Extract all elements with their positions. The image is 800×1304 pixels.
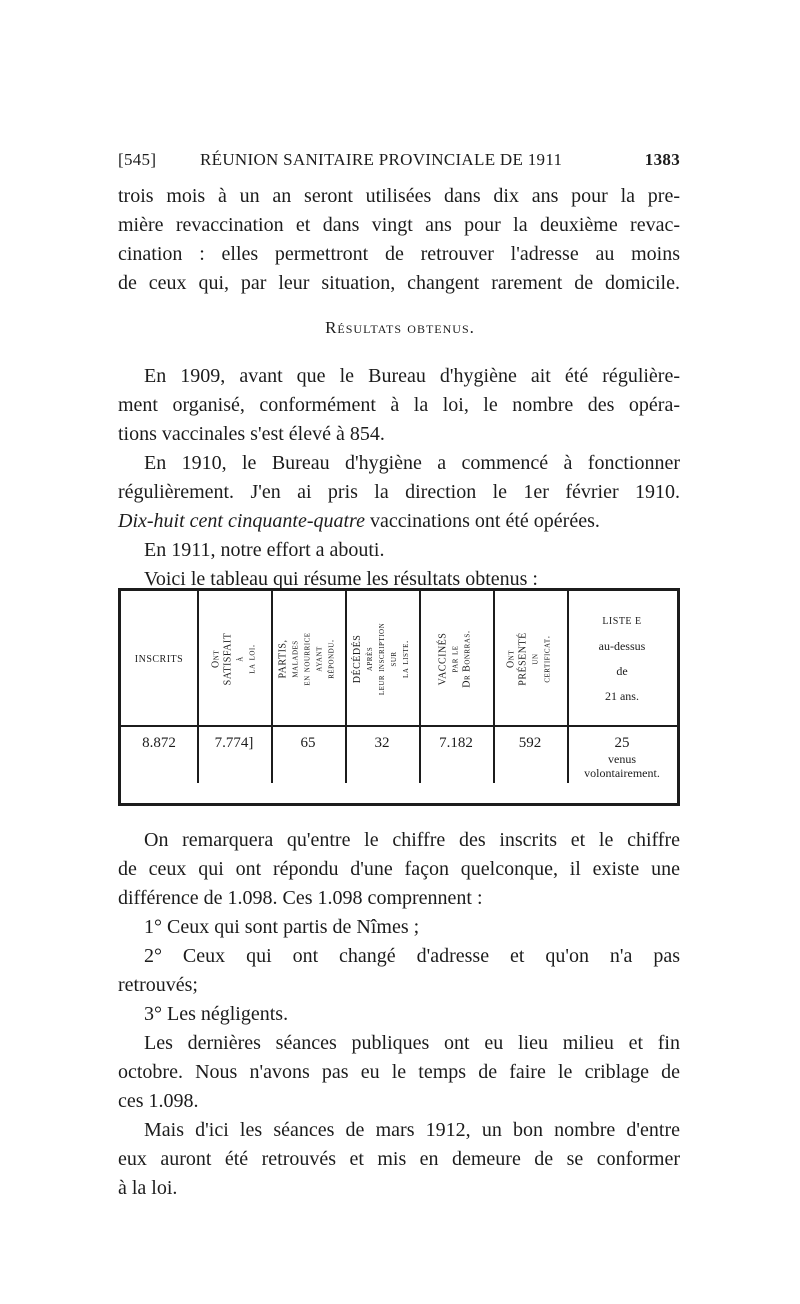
table-header-rule xyxy=(121,725,677,727)
header-text xyxy=(506,632,554,685)
text-line xyxy=(118,507,680,536)
text-line: Voici le tableau qui résume les résultats obtenus : xyxy=(144,568,538,590)
running-title: RÉUNION SANITAIRE PROVINCIALE DE 1911 xyxy=(200,150,563,169)
header-line: DÉCÉDÉS xyxy=(352,634,363,684)
results-table xyxy=(118,588,680,806)
header-line: à xyxy=(234,656,245,662)
intro-paragraph xyxy=(118,182,680,298)
text-line: mière revaccination et dans vingt ans pour la deuxième revac- xyxy=(118,214,680,236)
text-line: En 1911, notre effort a abouti. xyxy=(144,539,385,561)
text-line: à la loi. xyxy=(118,1177,178,1199)
value-liste-e xyxy=(567,735,677,780)
header-line: VACCINÉS xyxy=(438,632,449,686)
text-line: On remarquera qu'entre le chiffre des inscrits et le chiffre xyxy=(144,829,680,851)
header-text xyxy=(352,623,412,695)
section-heading-text: Résultats obtenus. xyxy=(325,318,475,337)
text-line: octobre. Nous n'avons pas eu le temps de faire le criblage de xyxy=(118,1061,680,1083)
text-line: En 1909, avant que le Bureau d'hygiène ait été régulière- xyxy=(144,365,680,387)
header-line: ayant xyxy=(314,646,325,672)
text-line: eux auront été retrouvés et mis en demeure de se conformer xyxy=(118,1148,680,1170)
value-vaccines: 7.182 xyxy=(439,735,473,751)
header-satisfait xyxy=(197,599,271,719)
text-line: ment organisé, conformément à la loi, le nombre des opéra- xyxy=(118,394,680,416)
header-line: PARTIS, xyxy=(278,639,289,679)
header-text xyxy=(278,632,338,685)
italic-phrase: Dix-huit cent cinquante-quatre xyxy=(118,510,365,532)
conclusion-text xyxy=(118,826,680,1203)
header-line: après xyxy=(364,646,375,672)
value-line: 25 xyxy=(614,735,630,751)
text-line: Les dernières séances publiques ont eu lieu milieu et fin xyxy=(144,1032,680,1054)
header-line: Ont xyxy=(210,649,221,669)
header-line: au-dessus xyxy=(598,639,646,653)
header-line: de xyxy=(616,664,628,678)
text-line: de ceux qui ont répondu d'une façon quelconque, il existe une xyxy=(118,858,680,880)
header-line: en nourrice xyxy=(302,632,313,686)
list-item: 2° Ceux qui ont changé d'adresse et qu'on n'a pas xyxy=(144,945,680,967)
header-certificat xyxy=(493,599,567,719)
header-line: certificat. xyxy=(541,635,553,683)
header-text: INSCRITS xyxy=(134,653,184,665)
header-text xyxy=(599,609,646,709)
value-inscrits: 8.872 xyxy=(142,735,176,751)
value-satisfait: 7.774] xyxy=(214,735,254,751)
header-vaccines xyxy=(419,599,493,719)
text-line: Mais d'ici les séances de mars 1912, un bon nombre d'entre xyxy=(144,1119,680,1141)
text-line: différence de 1.098. Ces 1.098 comprennent : xyxy=(118,887,483,909)
text-line: de ceux qui, par leur situation, changent rarement de domicile. xyxy=(118,272,680,294)
results-text xyxy=(118,362,680,594)
header-line: LISTE E xyxy=(602,616,642,627)
text-line: retrouvés; xyxy=(118,974,198,996)
header-line: Dr Bonrras. xyxy=(462,630,473,688)
header-line: 21 ans. xyxy=(604,689,639,703)
list-item: 3° Les négligents. xyxy=(144,1003,289,1025)
text-line: En 1910, le Bureau d'hygiène a commencé à fonctionner xyxy=(144,452,680,474)
text-fragment: vaccinations ont été opérées. xyxy=(364,510,600,532)
text-line: tions vaccinales s'est élevé à 854. xyxy=(118,423,385,445)
header-text xyxy=(210,633,258,686)
header-line: leur inscription xyxy=(376,622,387,696)
header-partis xyxy=(271,599,345,719)
header-liste-e xyxy=(567,599,677,719)
text-line: régulièrement. J'en ai pris la direction le 1er février 1910. xyxy=(118,481,680,503)
page-reference: [545] xyxy=(118,150,157,169)
list-item: 1° Ceux qui sont partis de Nîmes ; xyxy=(144,916,420,938)
header-decedes xyxy=(345,599,419,719)
header-line: Ont xyxy=(505,649,517,669)
value-certificat: 592 xyxy=(518,735,542,751)
text-line: cination : elles permettront de retrouver l'adresse au moins xyxy=(118,243,680,265)
value-line: volontairement. xyxy=(584,766,660,780)
value-partis: 65 xyxy=(300,735,316,751)
header-line: la loi. xyxy=(246,644,257,674)
header-line: SATISFAIT xyxy=(222,632,233,686)
header-line: par le xyxy=(450,645,461,673)
header-inscrits xyxy=(121,599,197,719)
value-decedes: 32 xyxy=(374,735,390,751)
header-line: sur xyxy=(388,651,399,667)
section-heading xyxy=(0,318,800,338)
value-line: venus xyxy=(608,752,636,766)
header-line: répondu. xyxy=(326,639,337,679)
header-line: malades xyxy=(290,640,301,678)
text-line: ces 1.098. xyxy=(118,1090,199,1112)
header-line: la liste. xyxy=(400,640,411,678)
page-number: 1383 xyxy=(644,150,680,169)
header-line: un xyxy=(529,653,541,665)
header-text xyxy=(438,630,474,687)
header-line: PRÉSENTÉ xyxy=(517,632,529,686)
text-line: trois mois à un an seront utilisées dans dix ans pour la pre- xyxy=(118,185,680,207)
